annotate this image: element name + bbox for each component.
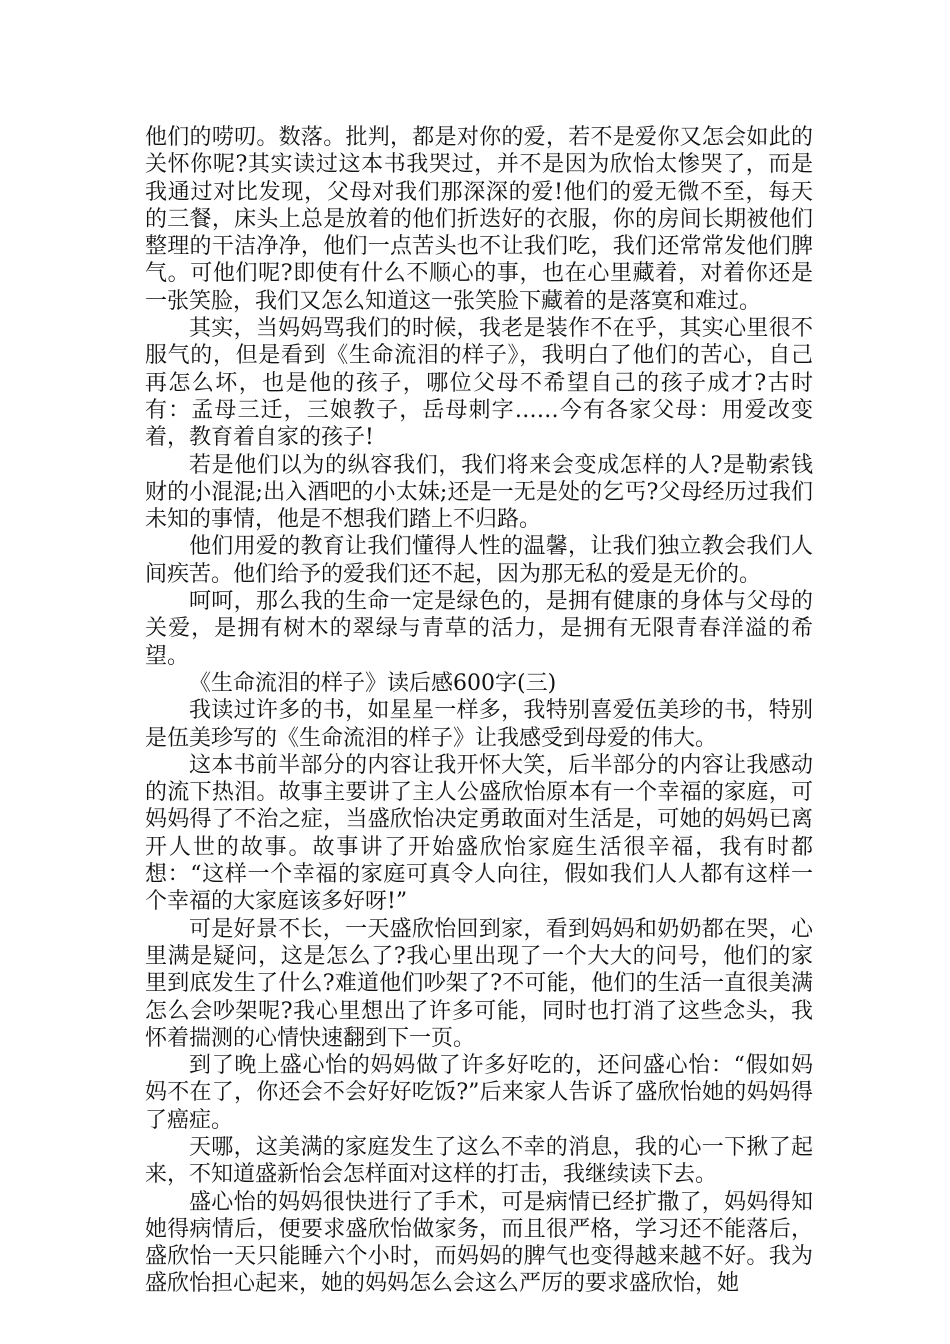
paragraph: 这本书前半部分的内容让我开怀大笑，后半部分的内容让我感动的流下热泪。故事主要讲了主人公盛欣怡原本有一个幸福的家庭，可妈妈得了不治之症，当盛欣怡决定勇敢面对生活是，可她的妈妈已离开人世的故事。故事讲了开始盛欣怡家庭生活很辛福，我有时都想：“这样一个幸福的家庭可真令人向往，假如我们人人都有这样一个幸福的大家庭该多好呀!” [145,752,813,915]
paragraph: 呵呵，那么我的生命一定是绿色的，是拥有健康的身体与父母的关爱，是拥有树木的翠绿与青草的活力，是拥有无限青春洋溢的希望。 [145,589,813,669]
paragraph: 到了晚上盛心怡的妈妈做了许多好吃的，还问盛心怡：“假如妈妈不在了，你还会不会好好吃饭?”后来家人告诉了盛欣怡她的妈妈得了癌症。 [145,1053,813,1133]
paragraph: 他们的唠叨。数落。批判，都是对你的爱，若不是爱你又怎会如此的关怀你呢?其实读过这本书我哭过，并不是因为欣怡太惨哭了，而是我通过对比发现，父母对我们那深深的爱!他们的爱无微不至，每天的三餐，床头上总是放着的他们折迭好的衣服，你的房间长期被他们整理的干洁净净，他们一点苦头也不让我们吃，我们还常常发他们脾气。可他们呢?即使有什么不顺心的事，也在心里藏着，对着你还是一张笑脸，我们又怎么知道这一张笑脸下藏着的是落寞和难过。 [145,125,813,314]
paragraph: 他们用爱的教育让我们懂得人性的温馨，让我们独立教会我们人间疾苦。他们给予的爱我们还不起，因为那无私的爱是无价的。 [145,534,813,587]
paragraph: 我读过许多的书，如星星一样多，我特别喜爱伍美珍的书，特别是伍美珍写的《生命流泪的样子》让我感受到母爱的伟大。 [145,698,813,751]
paragraph: 若是他们以为的纵容我们，我们将来会变成怎样的人?是勒索钱财的小混混;出入酒吧的小太妹;还是一无是处的乞丐?父母经历过我们未知的事情，他是不想我们踏上不归路。 [145,452,813,533]
paragraph: 其实，当妈妈骂我们的时候，我老是装作不在乎，其实心里很不服气的，但是看到《生命流泪的样子》，我明白了他们的苦心，自己再怎么坏，也是他的孩子，哪位父母不希望自己的孩子成才?古时有：孟母三迁，三娘教子，岳母刺字……今有各家父母：用爱改变着，教育着自家的孩子! [145,316,813,451]
paragraph: 盛心怡的妈妈很快进行了手术，可是病情已经扩撒了，妈妈得知她得病情后，便要求盛欣怡做家务，而且很严格，学习还不能落后，盛欣怡一天只能睡六个小时，而妈妈的脾气也变得越来越不好。我为盛欣怡担心起来，她的妈妈怎么会这么严厉的要求盛欣怡，她 [145,1189,813,1297]
section-heading: 《生命流泪的样子》读后感600字(三) [189,670,557,696]
paragraph: 可是好景不长，一天盛欣怡回到家，看到妈妈和奶奶都在哭，心里满是疑问，这是怎么了?我心里出现了一个大大的问号，他们的家里到底发生了什么?难道他们吵架了?不可能，他们的生活一直很美满怎么会吵架呢?我心里想出了许多可能，同时也打消了这些念头，我怀着揣测的心情快速翻到下一页。 [145,916,813,1051]
document-body [145,124,813,1298]
paragraph: 天哪，这美满的家庭发生了这么不幸的消息，我的心一下揪了起来，不知道盛新怡会怎样面对这样的打击，我继续读下去。 [145,1134,813,1188]
